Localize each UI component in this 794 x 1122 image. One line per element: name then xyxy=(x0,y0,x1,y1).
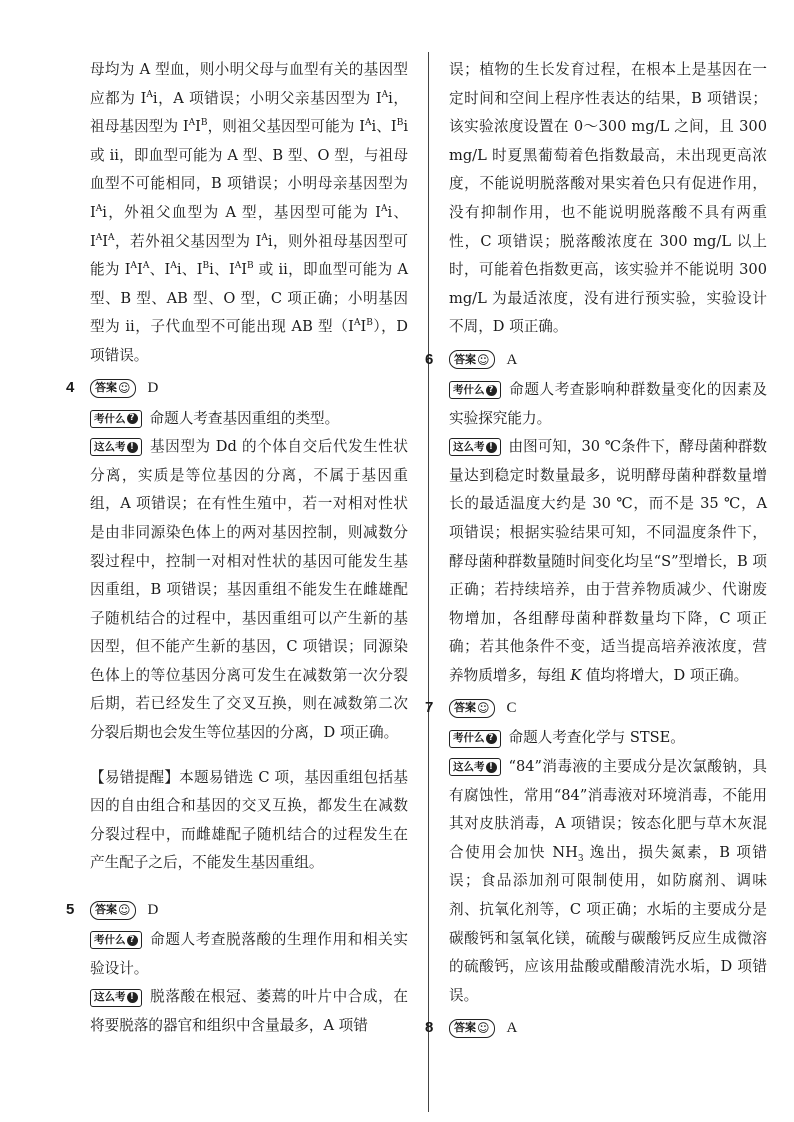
question-number: 8 xyxy=(425,1019,434,1037)
answer-label: 答案 ☺ xyxy=(90,901,136,920)
smile-icon: ☺ xyxy=(118,902,131,917)
kao-what-label: 考什么 ? xyxy=(449,381,501,399)
how-kao-label: 这么考 ! xyxy=(90,438,142,456)
q7-analysis: 这么考 ! “84”消毒液的主要成分是次氯酸钠，具有腐蚀性，常用“84”消毒液对环境消毒，不能用其对皮肤消毒，A 项错误；铵态化肥与草木灰混合使用会加快 $NH_3$ 逸出，损失氮素，B 项错误；食品添加剂可限制使用，如防腐剂、调味剂、抗氧化剂等，C 项正确；水垢的主要成分是碳酸钙和氢氧化镁，硫酸与碳酸钙反应生成微溶的硫酸钙，应该用盐酸或醋酸清洗水垢，D 项错误。 xyxy=(449,758,767,1004)
question-number: 6 xyxy=(425,350,434,368)
smile-icon: ☺ xyxy=(477,1021,490,1036)
smile-icon: ☺ xyxy=(477,701,490,716)
question-mark-icon: ? xyxy=(486,733,497,744)
question-number: 7 xyxy=(425,699,434,717)
smile-icon: ☺ xyxy=(477,352,490,367)
kao-what-label: 考什么 ? xyxy=(90,931,142,949)
exclamation-icon: ! xyxy=(127,992,138,1003)
answer-choice: D xyxy=(147,901,159,918)
how-kao-label: 这么考 ! xyxy=(90,989,142,1007)
q3-continuation: 母均为 A 型血，则小明父母与血型有关的基因型应都为 $I^Ai$，A 项错误；小明父亲基因型为 $I^Ai$，祖母基因型为 $I^AI^B$，则祖父基因型可能为 $I^Ai$、$I^Bi$ 或 ii，即血型可能为 A 型、B 型、O 型，与祖母血型不可能相同，B 项错误；小明母亲基因型为 $I^Ai$，外祖父血型为 A 型，基因型可能为 $I^Ai$、$I^AI^A$，若外祖父基因型为 $I^Ai$，则外祖母基因型可能为 $I^AI^A$、$I^Ai$、$I^Bi$、$I^AI^B$ 或 ii，即血型可能为 A 型、B 型、AB 型、O 型，C 项正确；小明基因型为 ii，子代血型不可能出现 AB 型$(I^AI^B)$，D 项错误。 xyxy=(90,61,409,364)
kao-what-label: 考什么 ? xyxy=(449,730,501,748)
question-number: 5 xyxy=(66,900,75,918)
question-mark-icon: ? xyxy=(486,385,497,396)
question-mark-icon: ? xyxy=(127,413,138,424)
q4-tip: 【易错提醒】本题易错选 C 项，基因重组包括基因的自由组合和基因的交叉互换，都发生在减数分裂过程中，而雌雄配子随机结合的过程发生在产生配子之后，不能发生基因重组。 xyxy=(90,768,408,872)
question-mark-icon: ? xyxy=(127,935,138,946)
q6-header xyxy=(425,346,767,374)
q5-continuation: 误；植物的生长发育过程，在根本上是基因在一定时间和空间上程序性表达的结果，B 项错误；该实验浓度设置在 0～300 mg/L 之间，且 300 mg/L 时夏黑葡萄着色指数最高，未出现更高浓度，不能说明脱落酸对果实着色只有促进作用，没有抑制作用，也不能说明脱落酸不具有两重性，C 项错误；脱落酸浓度在 300 mg/L 以上时，可能着色指数更高，该实验并不能说明 300 mg/L 为最适浓度，没有进行预实验，实验设计不周，D 项正确。 xyxy=(449,61,767,336)
how-kao-label: 这么考 ! xyxy=(449,438,501,456)
q6-analysis: 这么考 ! 由图可知，30 ℃条件下，酵母菌种群数量达到稳定时数量最多，说明酵母菌种群数量增长的最适温度大约是 30 ℃，而不是 35 ℃，A 项错误；根据实验结果可知，不同温度条件下，酵母菌种群数量随时间变化均呈“S”型增长，B 项正确；若持续培养，由于营养物质减少、代谢废物增加，各组酵母菌种群数量均下降，C 项正确；若其他条件不变，适当提高培养液浓度，营养物质增多，每组 K 值均将增大，D 项正确。 xyxy=(449,438,767,684)
q5-analysis: 这么考 ! 脱落酸在根冠、萎蔫的叶片中合成，在将要脱落的器官和组织中含量最多，A 项错 xyxy=(90,988,408,1034)
answer-choice: A xyxy=(506,1020,518,1037)
answer-label: 答案 ☺ xyxy=(449,699,495,718)
q5-header xyxy=(66,896,408,924)
answer-choice: C xyxy=(506,700,517,717)
kao-what-label: 考什么 ? xyxy=(90,410,142,428)
column-divider xyxy=(428,52,429,1112)
q5-kao: 考什么 ? 命题人考查脱落酸的生理作用和相关实验设计。 xyxy=(90,931,408,977)
exclamation-icon: ! xyxy=(486,762,497,773)
q4-kao: 考什么 ? 命题人考查基因重组的类型。 xyxy=(90,405,408,434)
q7-header xyxy=(425,694,767,722)
q4-header xyxy=(66,375,408,403)
how-kao-label: 这么考 ! xyxy=(449,758,501,776)
left-column xyxy=(66,56,409,1040)
answer-label: 答案 ☺ xyxy=(90,379,136,398)
answer-label: 答案 ☺ xyxy=(449,1019,495,1038)
answer-choice: A xyxy=(506,351,518,368)
answer-choice: D xyxy=(147,380,159,397)
smile-icon: ☺ xyxy=(118,381,131,396)
exclamation-icon: ! xyxy=(127,442,138,453)
q8-header xyxy=(425,1014,767,1042)
q4-analysis: 这么考 ! 基因型为 Dd 的个体自交后代发生性状分离，实质是等位基因的分离，不属于基因重组，A 项错误；在有性生殖中，若一对相对性状是由非同源染色体上的两对基因控制，则减数分裂过程中，控制一对相对性状的基因可能发生基因重组，B 项错误；基因重组不能发生在雌雄配子随机结合的过程中，基因重组可以产生新的基因型，但不能产生新的基因，C 项错误；同源染色体上的等位基因分离可发生在减数第一次分裂后期，若已经发生了交叉互换，则在减数第二次分裂后期也会发生等位基因的分离，D 项正确。 xyxy=(90,438,408,742)
q7-kao: 考什么 ? 命题人考查化学与 STSE。 xyxy=(449,724,767,753)
exclamation-icon: ! xyxy=(486,442,497,453)
q6-kao: 考什么 ? 命题人考查影响种群数量变化的因素及实验探究能力。 xyxy=(449,380,767,427)
answer-label: 答案 ☺ xyxy=(449,350,495,369)
question-number: 4 xyxy=(66,379,75,397)
right-column xyxy=(425,56,767,1042)
